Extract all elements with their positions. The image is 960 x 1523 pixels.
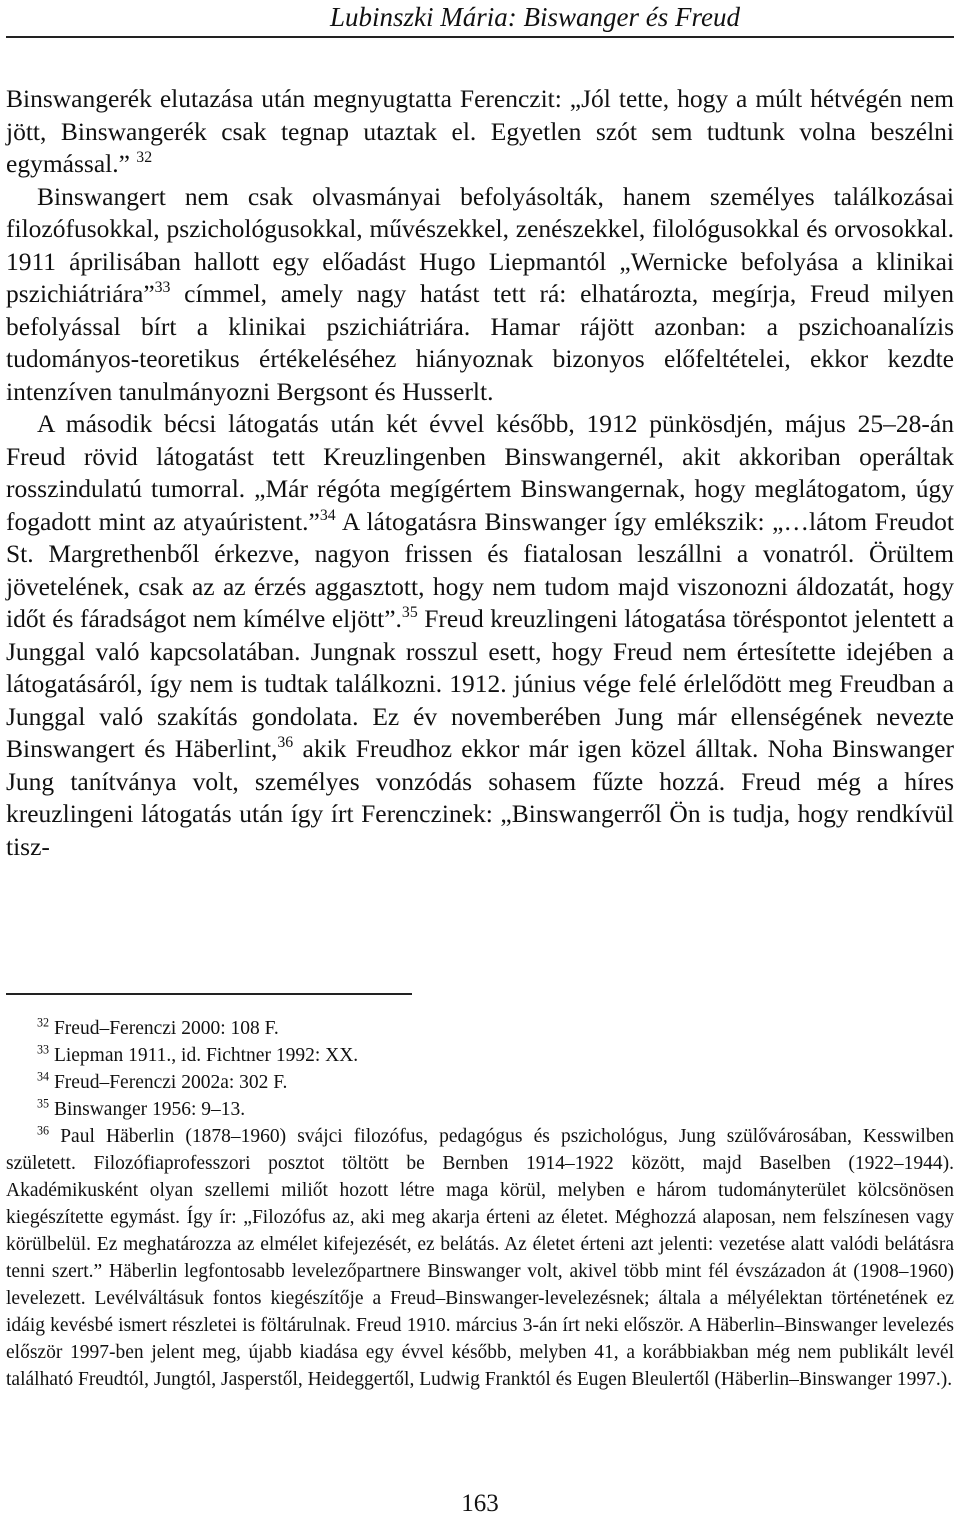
footnote-ref-34[interactable]: 34 (319, 506, 336, 524)
footnote-text: Binswanger 1956: 9–13. (53, 1099, 246, 1120)
paragraph-text: címmel, amely nagy hatást tett rá: elhatározta, megírja, Freud milyen befolyással bírt a klinikai pszichiátriára. Hamar rájött azonban: a pszichoanalízis tudományos-teoretikus értékeléséhez hiányoznak bizonyos előfeltételei, ekkor kezdte intenzíven tanulmányozni Bergsont és Husserlt. (6, 279, 954, 406)
running-header-title: Lubinszki Mária: Biswanger és Freud (330, 2, 740, 32)
paragraph-3 (6, 408, 954, 863)
footnote-number: 35 (37, 1096, 50, 1111)
footnote-ref-33[interactable]: 33 (154, 279, 171, 297)
footnote-33 (6, 1042, 954, 1069)
paragraph-text: Freud kreuzlingeni látogatása töréspontot jelentett a Junggal való kapcsolatában. Jungnak rosszul esett, hogy Freud nem értesítette idejében a látogatásáról, így nem is tudtak találkozni. 1912. június vége felé érlelődött meg Freudban a Junggal való szakítás gondolata. Ez év novemberében Jung már ellenségének nevezte Binswangert és Häberlint, (6, 604, 954, 763)
paragraph-text: Binswangert nem csak olvasmányai befolyásolták, hanem személyes találkozásai filozófusokkal, pszichológusokkal, művészekkel, zenészekkel, filológusokkal és orvosokkal. 1911 áprilisában hallott egy előadást Hugo Liepmantól „Wernicke befolyása a klinikai pszichiátriára” (6, 181, 954, 308)
footnote-36 (6, 1123, 954, 1393)
paragraph-text: A látogatásra Binswanger így emlékszik: „…látom Freudot St. Margrethenből érkezve, nagyon frissen és fiatalosan leszállni a vonatról. Örültem jövetelének, csak az az érzés aggasztott, hogy nem tudom majd viszonozni áldozatát, hogy időt és fáradságot nem kímélve eljött”. (6, 506, 954, 633)
footnote-ref-32[interactable]: 32 (136, 149, 153, 167)
paragraph-text: Binswangerék elutazása után megnyugtatta Ferenczit: „Jól tette, hogy a múlt hétvégén nem jött, Binswangerék csak tegnap utaztak el. Egyetlen szót sem tudtunk volna beszélni egymással.” (6, 84, 954, 178)
footnote-text: Freud–Ferenczi 2002a: 302 F. (53, 1072, 288, 1093)
paragraph-1 (6, 83, 954, 181)
footnote-ref-35[interactable]: 35 (401, 604, 418, 622)
footnote-divider (6, 993, 412, 995)
footnotes (6, 1015, 954, 1393)
footnote-32 (6, 1015, 954, 1042)
footnote-number: 33 (37, 1042, 50, 1057)
page-number: 163 (461, 1490, 499, 1517)
footnote-number: 34 (37, 1069, 50, 1084)
body-text (6, 83, 954, 863)
paragraph-text: A második bécsi látogatás után két évvel később, 1912 pünkösdjén, május 25–28-án Freud rövid látogatást tett Kreuzlingenben Binswangernél, akit akkoriban operáltak rosszindulatú tumorral. „Már régóta megígértem Binswangernak, hogy meglátogatom, úgy fogadott mint az atyaúristent.” (6, 409, 954, 536)
footnote-text: Paul Häberlin (1878–1960) svájci filozófus, pedagógus és pszichológus, Jung szülővárosában, Kesswilben született. Filozófiaprofesszori posztot töltött be Bernben 1914–1922 között, majd Baselben (1922–1944). Akadémikusként olyan szellemi miliőt hozott létre maga körül, melyben e három tudományterület kölcsönösen kiegészítette egymást. Így ír: „Filozófus az, aki meg akarja érteni az életet. Méghozzá alaposan, nem felszínesen vagy körülbelül. Ez meghatározza az elmélet kifejezését, ez belátás. Az életet érteni azt jelenti: vezetése alatt valódi belátásra tenni szert.” Häberlin legfontosabb levelezőpartnere Binswanger volt, akivel több mint fél évszázadon át (1908–1960) levelezett. Levélváltásuk fontos kiegészítője a Freud–Binswanger-levelezésnek; általa a mélyélektan történetének ez idáig kevésbé ismert részletei is föltárulnak. Freud 1910. március 3-án írt neki először. A Häberlin–Binswanger levelezés először 1997-ben jelent meg, újabb kiadása egy évvel később, melyben 41, a korábbiakban még nem publikált levél található Freudtól, Jungtól, Jasperstől, Heideggertől, Ludwig Franktól és Eugen Bleulertől (Häberlin–Binswanger 1997.). (6, 1126, 954, 1390)
footnote-34 (6, 1069, 954, 1096)
footnote-number: 32 (37, 1015, 50, 1030)
footnote-35 (6, 1096, 954, 1123)
footnote-text: Freud–Ferenczi 2000: 108 F. (53, 1018, 279, 1039)
footnote-text: Liepman 1911., id. Fichtner 1992: XX. (53, 1045, 359, 1066)
header-divider (6, 36, 954, 38)
paragraph-2 (6, 181, 954, 409)
footnote-ref-36[interactable]: 36 (277, 734, 294, 752)
footnote-number: 36 (37, 1123, 50, 1138)
paragraph-text: akik Freudhoz ekkor már igen közel álltak. Noha Binswanger Jung tanítványa volt, személyes vonzódás sohasem fűzte hozzá. Freud még a híres kreuzlingeni látogatás után így írt Ferenczinek: „Binswangerről Ön is tudja, hogy rendkívül tisz- (6, 734, 954, 861)
